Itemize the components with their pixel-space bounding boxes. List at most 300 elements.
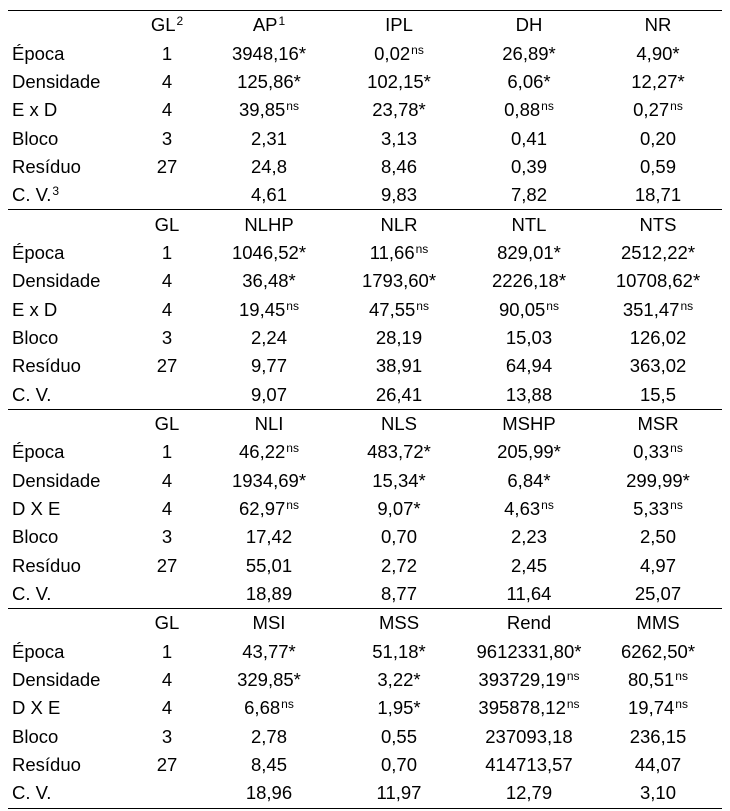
cell-text: 9,07 <box>250 383 287 405</box>
cell-text: 43,77* <box>242 640 296 662</box>
cell-text: 1 <box>161 42 173 64</box>
value-cell <box>334 523 464 551</box>
value-cell <box>464 438 594 466</box>
value-cell <box>130 523 204 551</box>
value-cell <box>594 638 722 666</box>
row-label <box>8 239 130 267</box>
cell-text: 4,63 <box>504 498 541 520</box>
value-cell <box>594 352 722 380</box>
cell-text: 10708,62* <box>615 270 701 292</box>
value-cell <box>204 96 334 124</box>
cell-text: 4 <box>161 669 173 691</box>
cell-text: 6,06* <box>507 70 551 92</box>
value-cell <box>464 124 594 152</box>
cell-text: 28,19 <box>375 326 423 348</box>
row-label <box>8 495 130 523</box>
cell-text: 1934,69* <box>231 469 307 491</box>
cell-text: C. V. <box>12 184 52 206</box>
cell-text: MSI <box>252 612 286 634</box>
superscript-note: ns <box>286 498 299 513</box>
cell-text: 19,74 <box>628 697 675 719</box>
cell-text: 27 <box>156 754 178 776</box>
cell-text: 2226,18* <box>491 270 567 292</box>
value-cell <box>204 580 334 609</box>
value-cell <box>334 153 464 181</box>
row-label <box>8 39 130 67</box>
header-cell <box>204 609 334 638</box>
cell-text: 0,02 <box>374 42 411 64</box>
superscript-note: ns <box>680 298 694 313</box>
row-label <box>8 438 130 466</box>
table-row <box>8 580 722 609</box>
cell-text: 11,66 <box>369 241 415 263</box>
header-cell <box>334 409 464 438</box>
header-cell <box>594 210 722 239</box>
value-cell <box>464 153 594 181</box>
cell-text: 26,41 <box>375 383 423 405</box>
superscript-note: ns <box>415 241 429 256</box>
value-cell <box>334 580 464 609</box>
value-cell <box>334 779 464 808</box>
value-cell <box>130 467 204 495</box>
cell-text: 1 <box>161 241 173 263</box>
row-label <box>8 96 130 124</box>
cell-text: 9,77 <box>250 355 287 377</box>
cell-text: 23,78* <box>372 99 426 121</box>
cell-text: 26,89* <box>502 42 556 64</box>
row-label <box>8 666 130 694</box>
value-cell <box>594 324 722 352</box>
value-cell <box>464 239 594 267</box>
cell-text: AP <box>252 14 278 36</box>
table-row <box>8 380 722 409</box>
value-cell <box>204 352 334 380</box>
value-cell <box>594 124 722 152</box>
value-cell <box>334 666 464 694</box>
cell-text: 62,97 <box>239 498 286 520</box>
value-cell <box>204 495 334 523</box>
row-label <box>8 751 130 779</box>
row-label <box>8 779 130 808</box>
table-row <box>8 267 722 295</box>
superscript-note: ns <box>286 99 299 114</box>
cell-text: 395878,12 <box>478 697 566 719</box>
value-cell <box>204 39 334 67</box>
row-label <box>8 523 130 551</box>
row-label <box>8 124 130 152</box>
header-cell <box>8 11 130 40</box>
value-cell <box>464 267 594 295</box>
cell-text: MSS <box>378 612 420 634</box>
value-cell <box>594 694 722 722</box>
cell-text: Densidade <box>12 469 101 491</box>
cell-text: D X E <box>12 498 61 520</box>
table-row <box>8 723 722 751</box>
value-cell <box>334 638 464 666</box>
cell-text: Resíduo <box>12 155 81 177</box>
cell-text: Densidade <box>12 70 101 92</box>
cell-text: 2,45 <box>510 554 547 576</box>
table-row <box>8 552 722 580</box>
cell-text: 36,48* <box>242 270 296 292</box>
cell-text: 2,50 <box>639 526 676 548</box>
row-label <box>8 267 130 295</box>
value-cell <box>130 779 204 808</box>
table-row <box>8 467 722 495</box>
value-cell <box>334 495 464 523</box>
value-cell <box>130 580 204 609</box>
row-label <box>8 638 130 666</box>
superscript-note: ns <box>281 697 294 712</box>
header-cell <box>594 11 722 40</box>
header-cell <box>130 409 204 438</box>
value-cell <box>130 239 204 267</box>
cell-text: 4 <box>161 70 173 92</box>
value-cell <box>130 352 204 380</box>
value-cell <box>334 267 464 295</box>
value-cell <box>594 239 722 267</box>
cell-text: 0,55 <box>380 725 417 747</box>
cell-text: GL <box>154 612 180 634</box>
value-cell <box>464 380 594 409</box>
value-cell <box>204 552 334 580</box>
value-cell <box>334 552 464 580</box>
value-cell <box>464 39 594 67</box>
cell-text: Bloco <box>12 326 59 348</box>
cell-text: 1 <box>161 441 173 463</box>
value-cell <box>130 295 204 323</box>
superscript-note: ns <box>411 42 424 57</box>
cell-text: 27 <box>156 155 178 177</box>
cell-text: 80,51 <box>628 669 675 691</box>
value-cell <box>464 779 594 808</box>
anova-table <box>8 10 722 809</box>
cell-text: NLR <box>380 213 418 235</box>
row-label <box>8 467 130 495</box>
value-cell <box>594 523 722 551</box>
header-cell <box>464 210 594 239</box>
cell-text: 829,01* <box>497 241 561 263</box>
cell-text: 7,82 <box>510 184 547 206</box>
cell-text: 90,05 <box>499 298 546 320</box>
cell-text: GL <box>150 14 176 36</box>
cell-text: 4,97 <box>639 554 676 576</box>
cell-text: MMS <box>636 612 680 634</box>
value-cell <box>130 638 204 666</box>
cell-text: 9,07* <box>377 498 421 520</box>
header-cell <box>334 11 464 40</box>
value-cell <box>594 295 722 323</box>
superscript-note: 1 <box>278 14 286 29</box>
value-cell <box>594 552 722 580</box>
section-header-row <box>8 409 722 438</box>
cell-text: 351,47 <box>622 298 680 320</box>
cell-text: 2,72 <box>380 554 417 576</box>
cell-text: Resíduo <box>12 554 81 576</box>
cell-text: 393729,19 <box>478 669 566 691</box>
value-cell <box>594 68 722 96</box>
header-cell <box>8 409 130 438</box>
superscript-note: ns <box>286 298 299 313</box>
cell-text: 3 <box>161 725 173 747</box>
value-cell <box>334 723 464 751</box>
value-cell <box>204 295 334 323</box>
value-cell <box>130 495 204 523</box>
table-row <box>8 181 722 210</box>
value-cell <box>464 467 594 495</box>
value-cell <box>334 39 464 67</box>
header-cell <box>204 409 334 438</box>
value-cell <box>130 153 204 181</box>
cell-text: C. V. <box>12 583 52 605</box>
table-row <box>8 124 722 152</box>
cell-text: GL <box>154 213 180 235</box>
value-cell <box>464 580 594 609</box>
cell-text: 25,07 <box>634 583 682 605</box>
row-label <box>8 324 130 352</box>
table-row <box>8 495 722 523</box>
cell-text: Época <box>12 241 65 263</box>
header-cell <box>8 609 130 638</box>
header-cell <box>334 609 464 638</box>
value-cell <box>594 153 722 181</box>
value-cell <box>204 638 334 666</box>
value-cell <box>334 324 464 352</box>
value-cell <box>204 694 334 722</box>
value-cell <box>594 267 722 295</box>
value-cell <box>130 96 204 124</box>
cell-text: 18,71 <box>634 184 682 206</box>
row-label <box>8 181 130 210</box>
cell-text: Densidade <box>12 270 101 292</box>
cell-text: 3 <box>161 526 173 548</box>
value-cell <box>130 124 204 152</box>
table-row <box>8 239 722 267</box>
superscript-note: ns <box>670 498 683 513</box>
cell-text: Época <box>12 640 65 662</box>
value-cell <box>130 267 204 295</box>
table-row <box>8 68 722 96</box>
cell-text: 17,42 <box>245 526 293 548</box>
value-cell <box>334 124 464 152</box>
value-cell <box>204 153 334 181</box>
superscript-note: ns <box>541 99 554 114</box>
cell-text: 0,41 <box>510 127 547 149</box>
cell-text: 3,10 <box>639 782 676 804</box>
value-cell <box>204 267 334 295</box>
cell-text: 6,68 <box>244 697 281 719</box>
cell-text: 5,33 <box>633 498 670 520</box>
value-cell <box>204 68 334 96</box>
value-cell <box>464 694 594 722</box>
row-label <box>8 580 130 609</box>
value-cell <box>594 380 722 409</box>
value-cell <box>334 96 464 124</box>
header-cell <box>334 210 464 239</box>
cell-text: 39,85 <box>239 99 286 121</box>
cell-text: 4 <box>161 469 173 491</box>
cell-text: 483,72* <box>367 441 431 463</box>
cell-text: 18,96 <box>245 782 293 804</box>
value-cell <box>464 324 594 352</box>
value-cell <box>334 380 464 409</box>
cell-text: 2,23 <box>510 526 547 548</box>
cell-text: 4,61 <box>250 184 287 206</box>
value-cell <box>204 124 334 152</box>
value-cell <box>594 438 722 466</box>
superscript-note: ns <box>670 441 683 456</box>
cell-text: 64,94 <box>505 355 553 377</box>
cell-text: 15,5 <box>639 383 676 405</box>
superscript-note: ns <box>675 669 688 684</box>
cell-text: 12,27* <box>631 70 685 92</box>
cell-text: Bloco <box>12 725 59 747</box>
cell-text: 2,31 <box>250 127 287 149</box>
row-label <box>8 552 130 580</box>
value-cell <box>464 96 594 124</box>
value-cell <box>130 694 204 722</box>
header-cell <box>8 210 130 239</box>
value-cell <box>130 39 204 67</box>
value-cell <box>130 68 204 96</box>
value-cell <box>204 324 334 352</box>
cell-text: Bloco <box>12 127 59 149</box>
cell-text: 126,02 <box>629 326 687 348</box>
cell-text: 1793,60* <box>361 270 437 292</box>
cell-text: 363,02 <box>629 355 687 377</box>
cell-text: NR <box>644 14 672 36</box>
cell-text: 44,07 <box>634 754 682 776</box>
value-cell <box>334 694 464 722</box>
table-row <box>8 295 722 323</box>
value-cell <box>334 438 464 466</box>
table-row <box>8 352 722 380</box>
table-row <box>8 153 722 181</box>
cell-text: Densidade <box>12 669 101 691</box>
value-cell <box>130 181 204 210</box>
superscript-note: ns <box>566 697 580 712</box>
cell-text: 19,45 <box>239 298 286 320</box>
superscript-note: ns <box>566 669 580 684</box>
value-cell <box>464 495 594 523</box>
value-cell <box>204 779 334 808</box>
superscript-note: 2 <box>176 14 184 29</box>
value-cell <box>204 438 334 466</box>
cell-text: E x D <box>12 99 58 121</box>
table-row <box>8 638 722 666</box>
table-row <box>8 324 722 352</box>
value-cell <box>594 580 722 609</box>
cell-text: 4 <box>161 270 173 292</box>
value-cell <box>594 39 722 67</box>
cell-text: 11,97 <box>376 782 422 804</box>
value-cell <box>464 523 594 551</box>
cell-text: IPL <box>385 14 413 36</box>
header-cell <box>130 210 204 239</box>
section-header-row <box>8 11 722 40</box>
value-cell <box>334 751 464 779</box>
value-cell <box>464 295 594 323</box>
cell-text: 0,70 <box>380 754 417 776</box>
row-label <box>8 694 130 722</box>
cell-text: 15,03 <box>505 326 553 348</box>
cell-text: 15,34* <box>372 469 426 491</box>
cell-text: Época <box>12 42 65 64</box>
cell-text: 51,18* <box>372 640 426 662</box>
value-cell <box>204 239 334 267</box>
cell-text: GL <box>154 412 180 434</box>
table-row <box>8 751 722 779</box>
cell-text: 9,83 <box>380 184 417 206</box>
cell-text: 0,59 <box>639 155 676 177</box>
value-cell <box>204 181 334 210</box>
value-cell <box>204 380 334 409</box>
cell-text: 3,13 <box>380 127 417 149</box>
cell-text: 0,33 <box>633 441 670 463</box>
value-cell <box>594 181 722 210</box>
superscript-note: 3 <box>52 184 60 199</box>
header-cell <box>204 11 334 40</box>
value-cell <box>464 723 594 751</box>
table-body <box>8 11 722 809</box>
superscript-note: ns <box>675 697 688 712</box>
cell-text: 24,8 <box>250 155 287 177</box>
section-header-row <box>8 210 722 239</box>
value-cell <box>204 751 334 779</box>
cell-text: C. V. <box>12 383 52 405</box>
cell-text: 8,77 <box>380 583 417 605</box>
cell-text: 0,20 <box>639 127 676 149</box>
header-cell <box>464 11 594 40</box>
table-row <box>8 666 722 694</box>
cell-text: Resíduo <box>12 754 81 776</box>
value-cell <box>334 352 464 380</box>
cell-text: Bloco <box>12 526 59 548</box>
row-label <box>8 295 130 323</box>
cell-text: 13,88 <box>505 383 553 405</box>
value-cell <box>204 666 334 694</box>
value-cell <box>594 723 722 751</box>
value-cell <box>334 68 464 96</box>
header-cell <box>464 609 594 638</box>
superscript-note: ns <box>546 298 559 313</box>
value-cell <box>464 552 594 580</box>
table-row <box>8 39 722 67</box>
value-cell <box>204 523 334 551</box>
cell-text: 11,64 <box>506 583 552 605</box>
cell-text: 3 <box>161 127 173 149</box>
value-cell <box>594 666 722 694</box>
table-row <box>8 779 722 808</box>
value-cell <box>464 751 594 779</box>
table-row <box>8 96 722 124</box>
row-label <box>8 380 130 409</box>
header-cell <box>130 11 204 40</box>
cell-text: 0,88 <box>504 99 541 121</box>
cell-text: 2,78 <box>250 725 287 747</box>
cell-text: 0,27 <box>633 99 670 121</box>
value-cell <box>594 779 722 808</box>
superscript-note: ns <box>286 441 299 456</box>
superscript-note: ns <box>416 298 429 313</box>
value-cell <box>334 181 464 210</box>
cell-text: 329,85* <box>237 669 301 691</box>
cell-text: 4 <box>161 298 173 320</box>
superscript-note: ns <box>541 498 554 513</box>
row-label <box>8 723 130 751</box>
cell-text: 237093,18 <box>485 725 573 747</box>
cell-text: NLHP <box>244 213 294 235</box>
